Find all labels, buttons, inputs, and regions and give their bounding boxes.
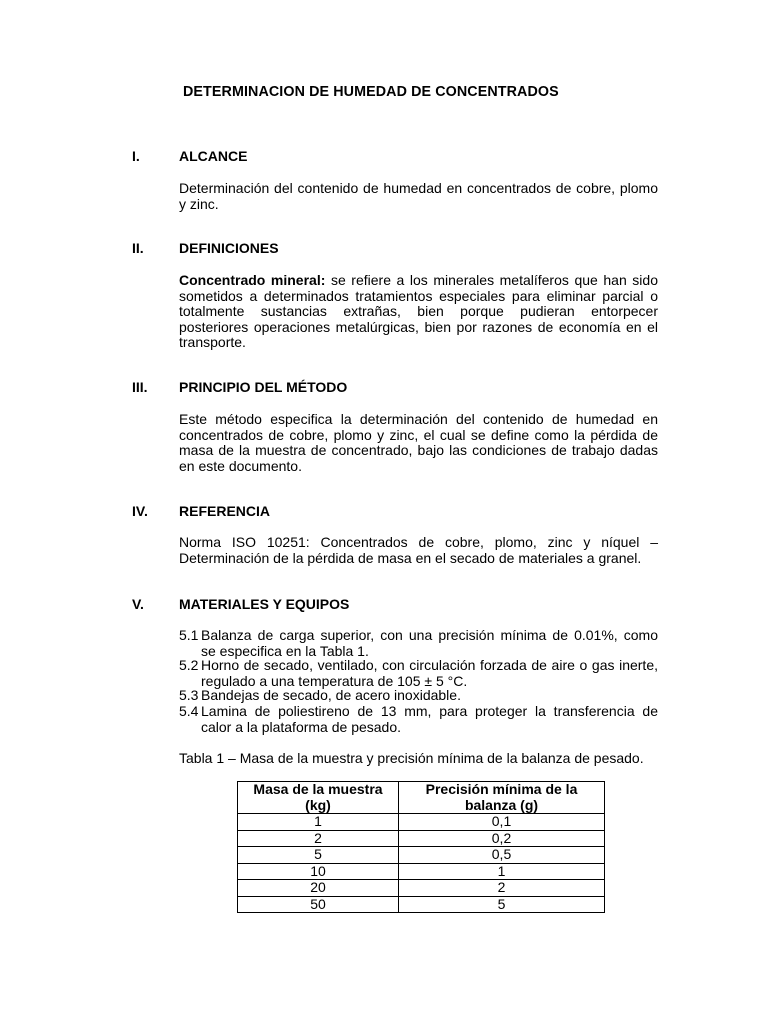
document-title: DETERMINACION DE HUMEDAD DE CONCENTRADOS bbox=[183, 84, 559, 100]
paragraph-line: sometidos a determinados tratamientos especiales para eliminar parcial o bbox=[179, 287, 658, 304]
paragraph-line: Determinación del contenido de humedad en concentrados de cobre, plomo bbox=[179, 180, 658, 196]
table-cell: 0,1 bbox=[399, 814, 605, 831]
paragraph-line: y zinc. bbox=[179, 195, 219, 212]
section-numeral-3: III. bbox=[132, 379, 148, 395]
item-line: regulado a una temperatura de 105 ± 5 °C. bbox=[201, 672, 468, 689]
data-table bbox=[237, 781, 605, 913]
table-row bbox=[238, 830, 605, 847]
table-cell: 0,2 bbox=[399, 830, 605, 847]
item-number: 5.1 bbox=[179, 627, 199, 643]
section-body-alcance bbox=[179, 181, 658, 212]
section-numeral-2: II. bbox=[132, 240, 144, 256]
section-heading-alcance: ALCANCE bbox=[179, 148, 248, 164]
table-cell: 5 bbox=[399, 896, 605, 913]
table-cell: 1 bbox=[238, 814, 399, 831]
section-body-principio bbox=[179, 412, 658, 474]
list-item-5-2 bbox=[179, 658, 658, 689]
table-row bbox=[238, 847, 605, 864]
table-header-cell: Precisión mínima de la balanza (g) bbox=[399, 782, 605, 814]
item-line: Lamina de poliestireno de 13 mm, para proteger la transferencia de bbox=[201, 703, 658, 719]
table-cell: 5 bbox=[238, 847, 399, 864]
table-header-cell: Masa de la muestra (kg) bbox=[238, 782, 399, 814]
table-row bbox=[238, 880, 605, 897]
paragraph-line: posteriores operaciones metalúrgicas, bien por razones de economía en el bbox=[179, 318, 658, 335]
table-header-row bbox=[238, 782, 605, 814]
table-caption: Tabla 1 – Masa de la muestra y precisión mínima de la balanza de pesado. bbox=[179, 750, 644, 766]
paragraph-line: Este método especifica la determinación del contenido de humedad en bbox=[179, 411, 658, 427]
table-cell: 0,5 bbox=[399, 847, 605, 864]
section-numeral-5: V. bbox=[132, 596, 144, 612]
section-heading-principio: PRINCIPIO DEL MÉTODO bbox=[179, 379, 348, 395]
paragraph-line: transporte. bbox=[179, 334, 246, 350]
list-item-5-3 bbox=[179, 688, 658, 704]
item-number: 5.3 bbox=[179, 687, 199, 703]
paragraph-line: en este documento. bbox=[179, 457, 302, 474]
section-numeral-1: I. bbox=[132, 148, 140, 164]
item-line: Balanza de carga superior, con una precisión mínima de 0.01%, como bbox=[201, 627, 658, 643]
section-heading-referencia: REFERENCIA bbox=[179, 503, 271, 519]
table-cell: 2 bbox=[238, 830, 399, 847]
section-heading-definiciones: DEFINICIONES bbox=[179, 240, 279, 256]
paragraph-line: totalmente sustancias extrañas, bien porque pudieran entorpecer bbox=[179, 303, 658, 319]
list-item-5-1 bbox=[179, 628, 658, 659]
definition-term: Concentrado mineral: bbox=[179, 272, 326, 288]
table-cell: 2 bbox=[399, 880, 605, 897]
paragraph-line: Norma ISO 10251: Concentrados de cobre, plomo, zinc y níquel – bbox=[179, 534, 658, 550]
paragraph-line: masa de la muestra de concentrado, bajo las condiciones de trabajo dadas bbox=[179, 442, 658, 458]
item-line: Bandejas de secado, de acero inoxidable. bbox=[201, 687, 461, 703]
table-cell: 1 bbox=[399, 863, 605, 880]
item-number: 5.2 bbox=[179, 657, 199, 673]
table-row bbox=[238, 814, 605, 831]
item-line: se especifica en la Tabla 1. bbox=[201, 642, 369, 659]
item-line: Horno de secado, ventilado, con circulación forzada de aire o gas inerte, bbox=[201, 657, 658, 673]
list-item-5-4 bbox=[179, 704, 658, 735]
table-row bbox=[238, 896, 605, 913]
item-line: calor a la plataforma de pesado. bbox=[201, 718, 402, 735]
definition-text: se refiere a los minerales metalíferos que han sido bbox=[325, 272, 658, 288]
paragraph-line bbox=[179, 273, 658, 289]
paragraph-line: concentrados de cobre, plomo y zinc, el cual se define como la pérdida de bbox=[179, 426, 658, 443]
item-number: 5.4 bbox=[179, 703, 199, 719]
section-body-referencia bbox=[179, 535, 658, 566]
section-numeral-4: IV. bbox=[132, 503, 148, 519]
table-cell: 10 bbox=[238, 863, 399, 880]
section-heading-materiales: MATERIALES Y EQUIPOS bbox=[179, 596, 350, 612]
table-cell: 50 bbox=[238, 896, 399, 913]
paragraph-line: Determinación de la pérdida de masa en el secado de materiales a granel. bbox=[179, 549, 642, 566]
table-row bbox=[238, 863, 605, 880]
section-body-definiciones bbox=[179, 273, 658, 351]
table-cell: 20 bbox=[238, 880, 399, 897]
